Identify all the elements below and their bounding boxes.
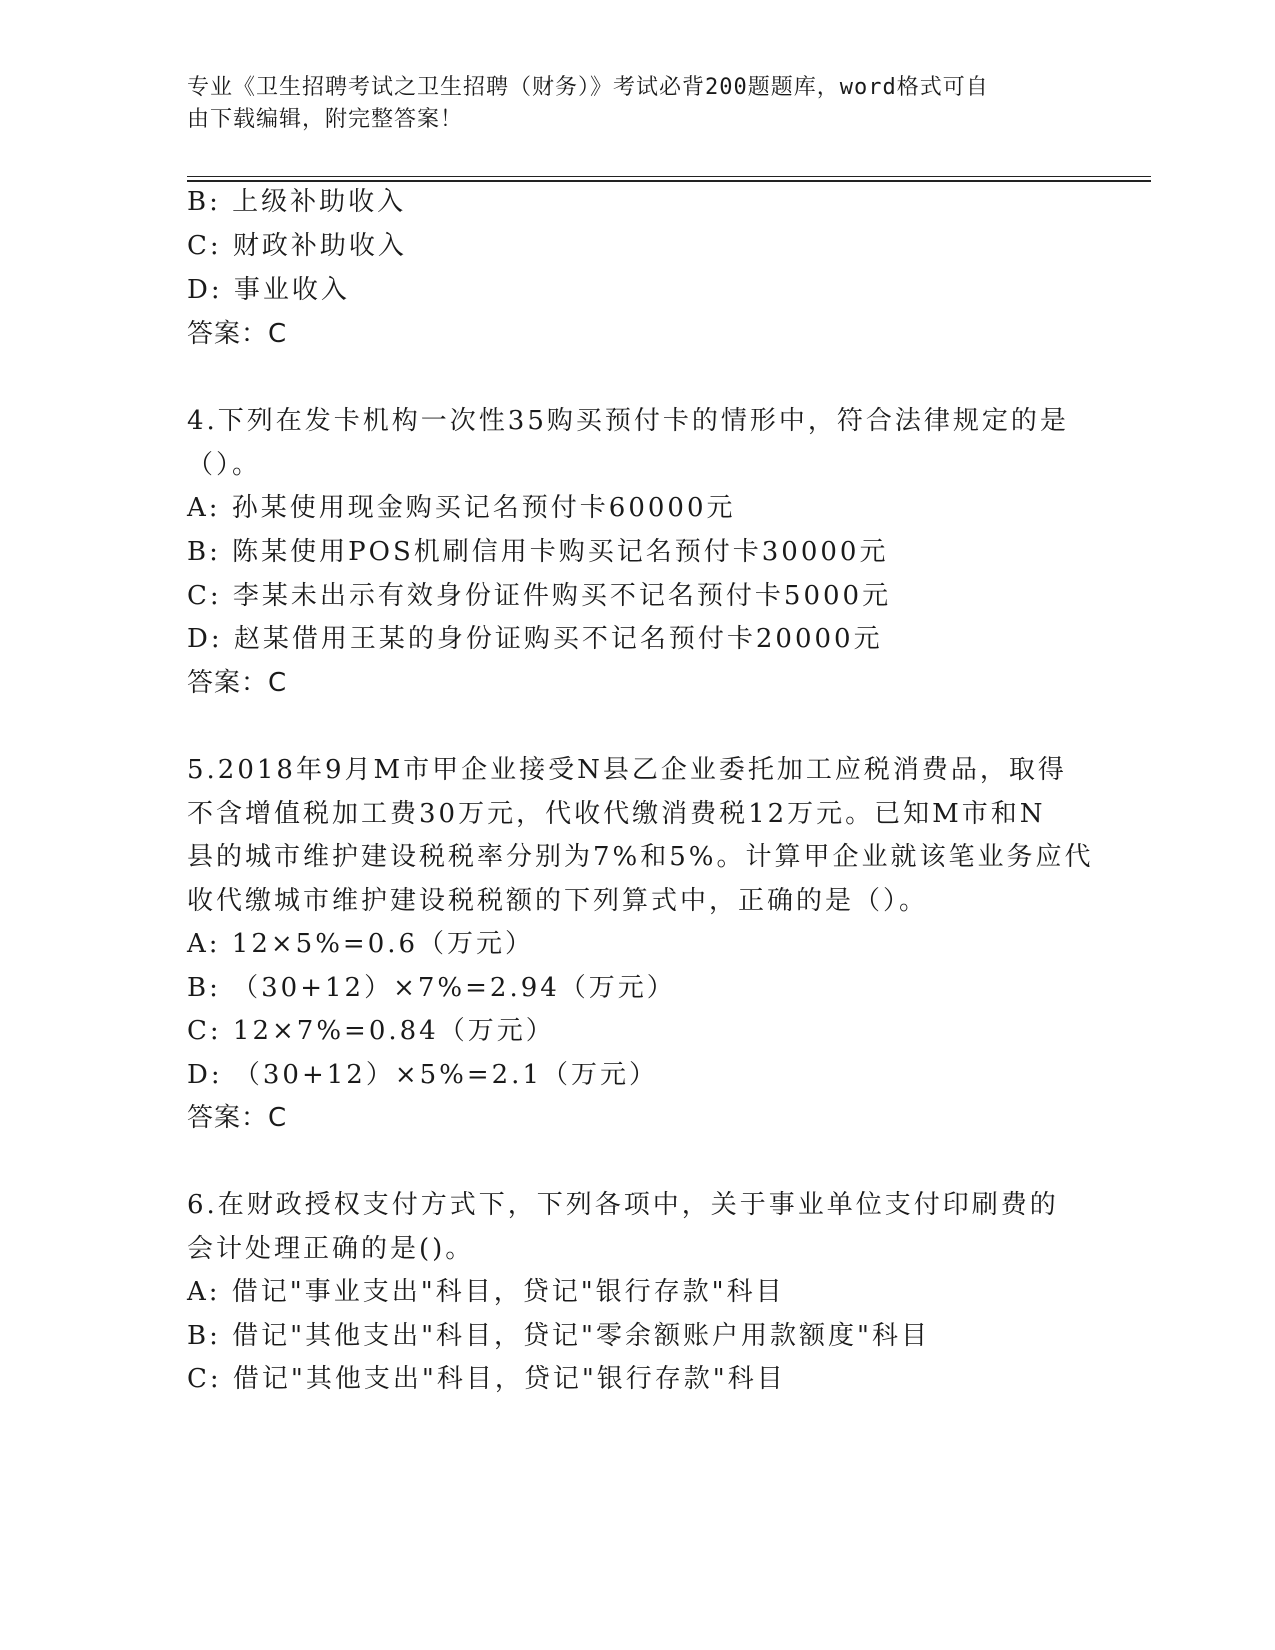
q5-answer: 答案：C [187, 1103, 288, 1133]
q5-option-a: A: 12×5%=0.6（万元） [187, 929, 535, 959]
q4-stem-line-1: 4.下列在发卡机构一次性35购买预付卡的情形中，符合法律规定的是 [187, 406, 1069, 436]
header-divider-thin [187, 176, 1151, 177]
q4-answer: 答案：C [187, 668, 288, 698]
header-line-1: 专业《卫生招聘考试之卫生招聘（财务）》考试必背200题题库，word格式可自 [187, 75, 989, 100]
q5-stem-line-1: 5.2018年9月M市甲企业接受N县乙企业委托加工应税消费品，取得 [187, 755, 1067, 785]
q6-option-b: B: 借记"其他支出"科目，贷记"零余额账户用款额度"科目 [187, 1321, 930, 1351]
document-header [187, 72, 1067, 136]
q5-stem-line-3: 县的城市维护建设税税率分别为7%和5%。计算甲企业就该笔业务应代 [187, 842, 1094, 872]
q5-option-c: C: 12×7%=0.84（万元） [187, 1016, 555, 1046]
q4-option-b: B: 陈某使用POS机刷信用卡购买记名预付卡30000元 [187, 537, 889, 567]
q6-stem-line-2: 会计处理正确的是()。 [187, 1234, 475, 1264]
q3-option-b: B: 上级补助收入 [187, 187, 407, 217]
q6-option-a: A: 借记"事业支出"科目，贷记"银行存款"科目 [187, 1277, 785, 1307]
q6-option-c: C: 借记"其他支出"科目，贷记"银行存款"科目 [187, 1364, 786, 1394]
q4-option-c: C: 李某未出示有效身份证件购买不记名预付卡5000元 [187, 581, 892, 611]
q5-option-b: B: （30+12）×7%=2.94（万元） [187, 973, 676, 1003]
q3-option-d: D: 事业收入 [187, 275, 350, 305]
q3-answer: 答案：C [187, 319, 288, 349]
q4-option-a: A: 孙某使用现金购买记名预付卡60000元 [187, 493, 736, 523]
q5-stem-line-4: 收代缴城市维护建设税税额的下列算式中，正确的是（）。 [187, 886, 929, 916]
header-divider-thick [187, 180, 1151, 182]
q3-option-c: C: 财政补助收入 [187, 231, 407, 261]
q4-stem-line-2: （）。 [187, 450, 262, 480]
q5-option-d: D: （30+12）×5%=2.1（万元） [187, 1060, 658, 1090]
header-line-2: 由下载编辑，附完整答案！ [187, 107, 464, 132]
q4-option-d: D: 赵某借用王某的身份证购买不记名预付卡20000元 [187, 624, 883, 654]
q6-stem-line-1: 6.在财政授权支付方式下，下列各项中，关于事业单位支付印刷费的 [187, 1190, 1059, 1220]
q5-stem-line-2: 不含增值税加工费30万元，代收代缴消费税12万元。已知M市和N [187, 799, 1046, 829]
